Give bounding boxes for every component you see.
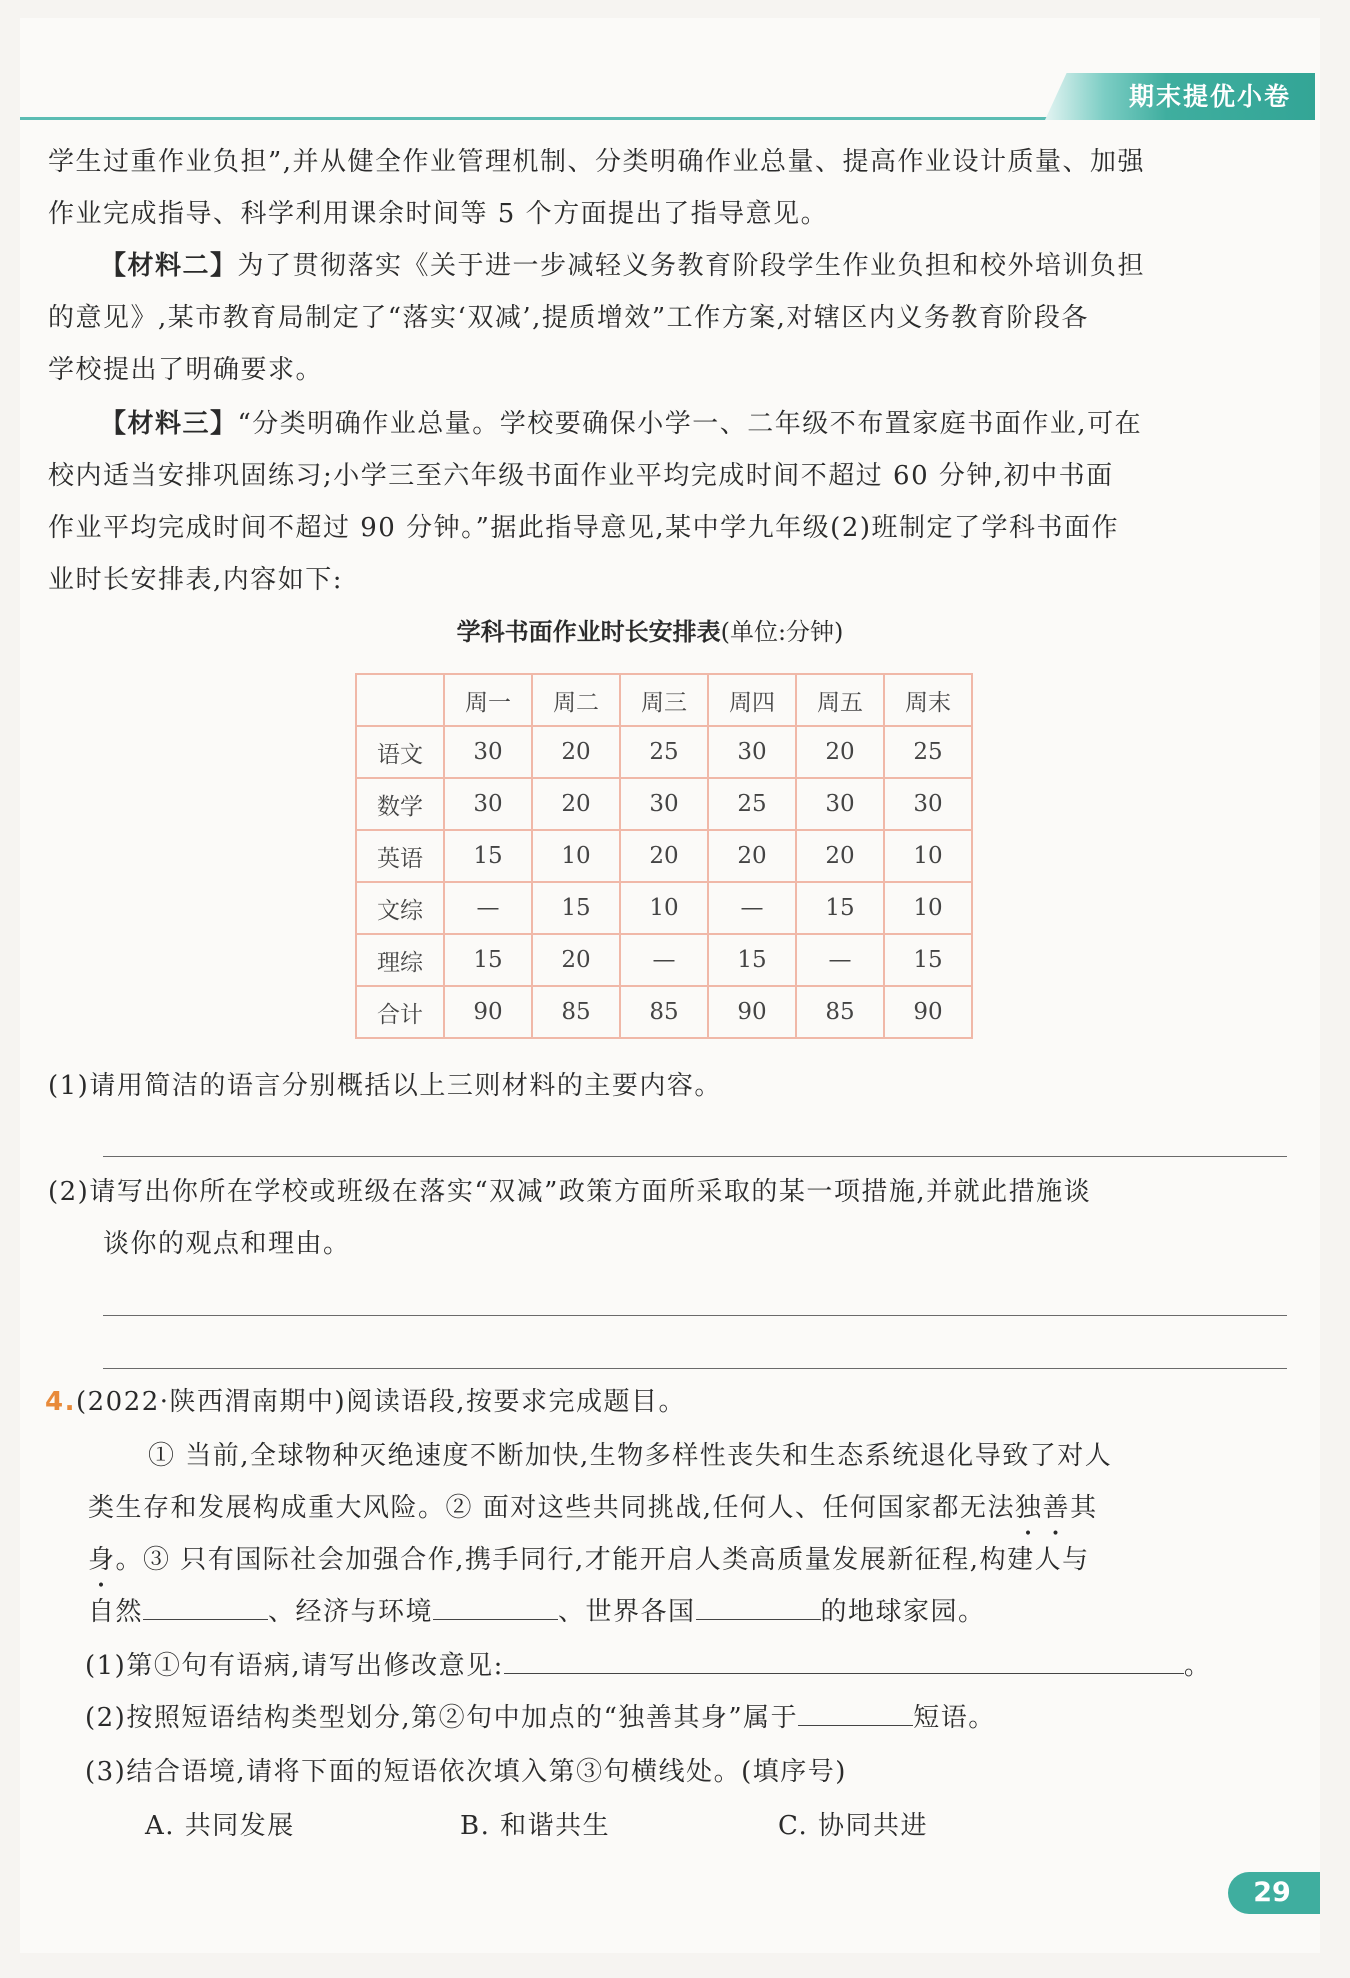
table-cell: 10 [620,882,708,934]
text: 。 [1183,1651,1212,1681]
text: 为了贯彻落实《关于进一步减轻义务教育阶段学生作业负担和校外培训负担 [237,251,1146,281]
table-header-cell: 周末 [884,674,972,726]
text-line [88,1534,1090,1586]
table-cell: 85 [532,986,620,1038]
table-cell: 10 [884,830,972,882]
table-cell: 30 [796,778,884,830]
table-cell: 20 [532,934,620,986]
text: “分类明确作业总量。学校要确保小学一、二年级不布置家庭书面作业,可在 [237,409,1143,439]
header-title: 期末提优小卷 [1128,82,1291,111]
table-cell: 20 [796,830,884,882]
answer-line[interactable] [103,1315,1287,1316]
table-cell: 25 [884,726,972,778]
text: (1)第①句有语病,请写出修改意见: [85,1651,504,1681]
sub-question-3: (3)结合语境,请将下面的短语依次填入第③句横线处。(填序号) [85,1757,847,1787]
table-cell: 85 [620,986,708,1038]
table-cell: 90 [444,986,532,1038]
text-line: 业时长安排表,内容如下: [48,565,344,595]
table-cell: 30 [444,726,532,778]
material-three-line [100,398,1142,450]
table-header-cell: 周三 [620,674,708,726]
option-a: A. 共同发展 [145,1811,295,1841]
table-cell: 数学 [356,778,444,830]
table-row [356,934,972,986]
table-cell: 文综 [356,882,444,934]
blank-3[interactable] [696,1589,821,1620]
text: 短语。 [913,1703,996,1733]
table-row [356,726,972,778]
table-unit: (单位:分钟) [720,618,844,646]
text-line [88,1482,1098,1534]
question-3-2: (2)请写出你所在学校或班级在落实“双减”政策方面所采取的某一项措施,并就此措施谈 [48,1177,1092,1207]
table-cell: 15 [708,934,796,986]
table-header-cell: 周四 [708,674,796,726]
text: 类生存和发展构成重大风险。② 面对这些共同挑战,任何人、任何国家都无法 [88,1493,1016,1523]
material-two-line [100,240,1145,292]
material-three-label: 【材料三】 [100,409,238,439]
table-cell: 10 [532,830,620,882]
table-cell: 10 [884,882,972,934]
table-cell: 15 [532,882,620,934]
table-cell: — [796,934,884,986]
answer-blank[interactable] [504,1643,1184,1674]
table-cell: 20 [796,726,884,778]
text: 其 [1070,1493,1098,1523]
table-cell: 25 [620,726,708,778]
schedule-table [355,673,973,1039]
table-cell: 85 [796,986,884,1038]
text-line: 作业平均完成时间不超过 90 分钟。”据此指导意见,某中学九年级(2)班制定了学科书面作 [48,513,1120,543]
table-cell: 15 [796,882,884,934]
table-cell: 90 [884,986,972,1038]
table-cell: 20 [620,830,708,882]
option-c: C. 协同共进 [778,1811,928,1841]
dotted-char: 身 [88,1545,116,1575]
text: 、世界各国 [558,1597,696,1627]
table-row [356,830,972,882]
dotted-char: 独 [1015,1493,1043,1523]
question-intro: (2022·陕西渭南期中)阅读语段,按要求完成题目。 [75,1387,686,1417]
question-4-header [45,1376,686,1428]
table-cell: — [444,882,532,934]
question-3-1: (1)请用简洁的语言分别概括以上三则材料的主要内容。 [48,1071,722,1101]
text-line: 学生过重作业负担”,并从健全作业管理机制、分类明确作业总量、提高作业设计质量、加强 [48,147,1146,177]
text: 、经济与环境 [268,1597,434,1627]
table-cell: 15 [884,934,972,986]
text-line [88,1586,986,1638]
text: 自然 [88,1597,144,1627]
answer-line[interactable] [103,1368,1287,1369]
table-cell: 25 [708,778,796,830]
table-cell: 30 [708,726,796,778]
table-header-cell [356,674,444,726]
table-cell: 理综 [356,934,444,986]
table-cell: 英语 [356,830,444,882]
page-number: 29 [1253,1877,1291,1908]
table-cell: 20 [708,830,796,882]
sub-question-1 [85,1640,1211,1692]
table-cell: 30 [884,778,972,830]
table-row [356,778,972,830]
table-total-row [356,986,972,1038]
table-cell: 90 [708,986,796,1038]
text-line: 校内适当安排巩固练习;小学三至六年级书面作业平均完成时间不超过 60 分钟,初中书面 [48,461,1114,491]
text-line: 谈你的观点和理由。 [103,1229,351,1259]
blank-2[interactable] [433,1589,558,1620]
table-header-row [356,674,972,726]
table-header-cell: 周二 [532,674,620,726]
table-cell: 30 [444,778,532,830]
option-b: B. 和谐共生 [460,1811,611,1841]
answer-line[interactable] [103,1156,1287,1157]
blank-1[interactable] [143,1589,268,1620]
table-cell: 语文 [356,726,444,778]
question-number: 4. [45,1387,76,1417]
table-cell: 20 [532,726,620,778]
table-header-cell: 周五 [796,674,884,726]
material-two-label: 【材料二】 [100,251,238,281]
table-cell: 15 [444,830,532,882]
text-line: ① 当前,全球物种灭绝速度不断加快,生物多样性丧失和生态系统退化导致了对人 [148,1441,1113,1471]
table-cell: — [708,882,796,934]
table-cell: 合计 [356,986,444,1038]
table-cell: 15 [444,934,532,986]
answer-blank[interactable] [798,1695,913,1726]
text: 的地球家园。 [820,1597,986,1627]
dotted-char: 善 [1042,1493,1071,1523]
text-line: 作业完成指导、科学利用课余时间等 5 个方面提出了指导意见。 [48,199,829,229]
table-cell: 20 [532,778,620,830]
text: 。③ 只有国际社会加强合作,携手同行,才能开启人类高质量发展新征程,构建人与 [115,1545,1090,1575]
table-cell: — [620,934,708,986]
table-cell: 30 [620,778,708,830]
table-row [356,882,972,934]
sub-question-2 [85,1692,996,1744]
text-line: 的意见》,某市教育局制定了“落实‘双减’,提质增效”工作方案,对辖区内义务教育阶段各 [48,303,1089,333]
text: (2)按照短语结构类型划分,第②句中加点的“独善其身”属于 [85,1703,799,1733]
table-caption [350,612,950,652]
table-header-cell: 周一 [444,674,532,726]
table-title: 学科书面作业时长安排表 [456,618,721,646]
text-line: 学校提出了明确要求。 [48,355,324,385]
header-rule [20,117,1050,120]
